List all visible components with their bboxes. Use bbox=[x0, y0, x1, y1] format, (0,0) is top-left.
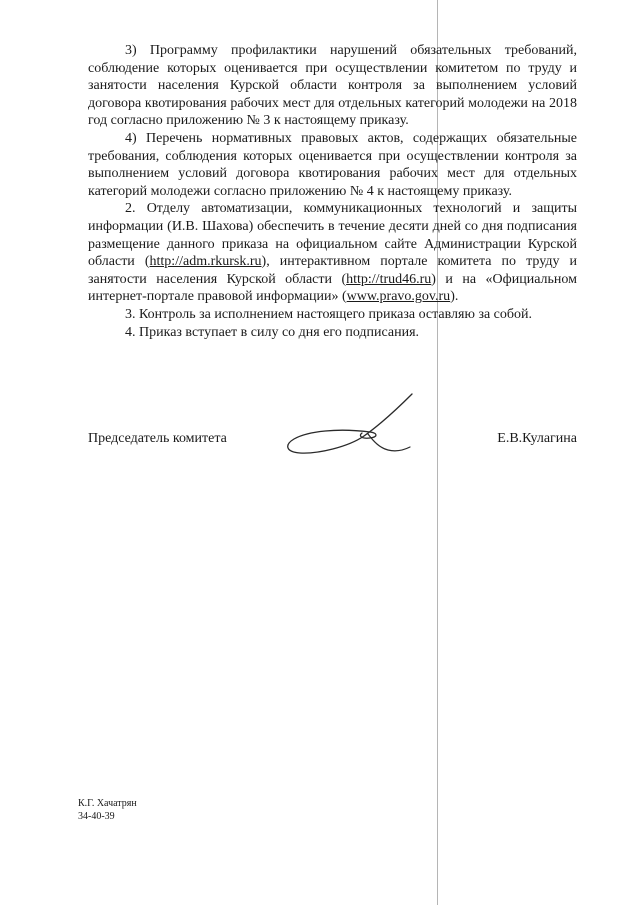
executor-block bbox=[78, 797, 137, 823]
signatory-name: Е.В.Кулагина bbox=[497, 431, 577, 446]
paragraph-point-4: 4. Приказ вступает в силу со дня его подписания. bbox=[125, 324, 420, 340]
paragraph-item-4: 4) Перечень нормативных правовых актов, содержащих обязательные требования, соблюдения которых оценивается при осуществлении контроля за выполнением условий договора квотирования рабочих мест для отдельных категорий молодежи согласно приложению № 4 к настоящему приказу. bbox=[88, 130, 577, 199]
signatory-title: Председатель комитета bbox=[88, 431, 227, 446]
executor-phone: 34-40-39 bbox=[78, 811, 115, 822]
link-adm-rkursk[interactable]: http://adm.rkursk.ru bbox=[149, 254, 262, 270]
paragraph-item-3: 3) Программу профилактики нарушений обязательных требований, соблюдение которых оценивается при осуществлении комитетом по труду и занятости населения Курской области контроля за выполнением условий договора квотирования рабочих мест для отдельных категорий молодежи на 2018 год согласно приложению № 3 к настоящему приказу. bbox=[88, 43, 577, 129]
link-pravo-gov[interactable]: www.pravo.gov.ru bbox=[346, 289, 451, 305]
point-2-text-1: 2. Отделу автоматизации, коммуникационных технологий и защиты информации (И.В. Шахова) обеспечить в течение десяти дней со дня подписания размещение данного приказа на официальном сайте Администрации Курской области ( bbox=[88, 201, 577, 270]
point-2-text-2: ), интерактивном портале комитета по труду и занятости населения Курской области ( bbox=[88, 254, 577, 287]
executor-name: К.Г. Хачатрян bbox=[78, 798, 137, 809]
paragraph-point-2 bbox=[88, 200, 577, 306]
link-trud46[interactable]: http://trud46.ru bbox=[346, 271, 432, 287]
point-2-text-4: ). bbox=[450, 289, 459, 305]
document-body bbox=[88, 42, 577, 341]
signature-block bbox=[88, 428, 577, 458]
paragraph-point-3: 3. Контроль за исполнением настоящего приказа оставляю за собой. bbox=[125, 306, 533, 322]
point-2-text-3: ) и на «Официальном интернет-портале правовой информации» ( bbox=[88, 271, 578, 305]
